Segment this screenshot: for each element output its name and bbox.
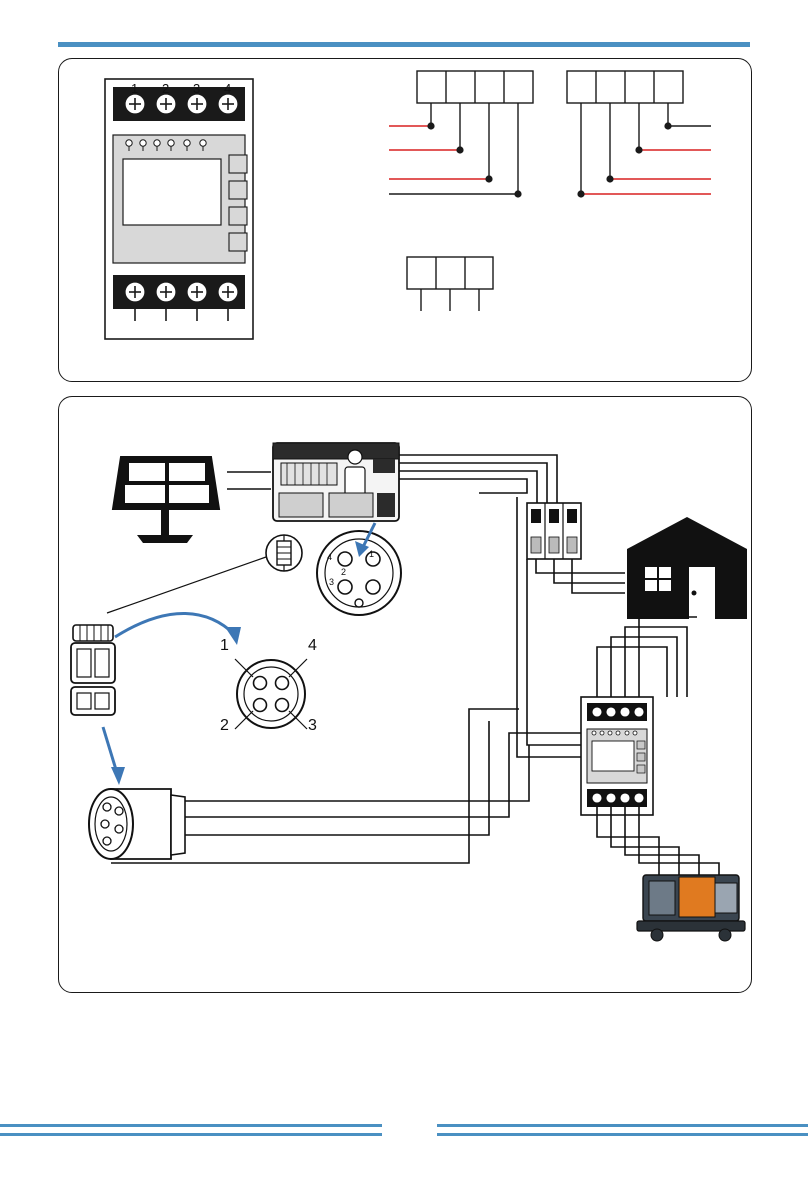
port-label-3: 3 <box>329 577 335 587</box>
four-pin-connector-pinout <box>235 659 307 729</box>
port-label-2: 2 <box>341 567 347 577</box>
pinout-to-cable-arrow <box>103 727 125 785</box>
bottom-accent-rule-right-2 <box>437 1133 808 1136</box>
meter-terminal-label-4: 4 <box>224 81 232 96</box>
meter-terminal-diagram-panel <box>58 58 752 382</box>
energy-meter-icon <box>581 697 653 815</box>
waterproof-connector-icon <box>71 625 115 715</box>
port-label-4: 4 <box>327 552 333 562</box>
right-block-wires <box>577 122 711 197</box>
hybrid-inverter-icon <box>273 443 399 521</box>
terminal-block-right <box>567 71 683 194</box>
pinout-label-1: 1 <box>220 637 229 654</box>
bottom-accent-rule-left-1 <box>0 1124 382 1127</box>
energy-meter <box>105 79 253 339</box>
left-block-wires <box>389 122 522 197</box>
meter-terminal-label-2: 2 <box>162 81 170 96</box>
ferrite-leader-line <box>107 557 266 613</box>
top-accent-rule <box>58 42 750 47</box>
bottom-accent-rule-right-1 <box>437 1124 808 1127</box>
terminal-block-bottom <box>407 257 493 311</box>
pinout-label-2: 2 <box>220 717 229 734</box>
pv-to-inverter-wire <box>227 472 271 489</box>
system-wiring-diagram-svg <box>59 397 749 990</box>
house-load-icon <box>627 517 747 619</box>
pv-array-icon <box>113 457 219 543</box>
cable-connector-end <box>89 789 185 859</box>
diesel-generator-icon <box>637 875 745 941</box>
meter-terminal-label-3: 3 <box>193 81 201 96</box>
meter-terminal-diagram-svg <box>59 59 749 379</box>
ferrite-core-icon <box>266 535 302 571</box>
meter-terminal-label-1: 1 <box>131 81 139 96</box>
system-wiring-diagram-panel <box>58 396 752 993</box>
pinout-label-4: 4 <box>308 637 317 654</box>
port-label-1: 1 <box>369 549 375 559</box>
terminal-block-left <box>417 71 533 194</box>
circuit-breaker-icon <box>527 503 581 559</box>
bottom-accent-rule-left-2 <box>0 1133 382 1136</box>
pinout-label-3: 3 <box>308 717 317 734</box>
